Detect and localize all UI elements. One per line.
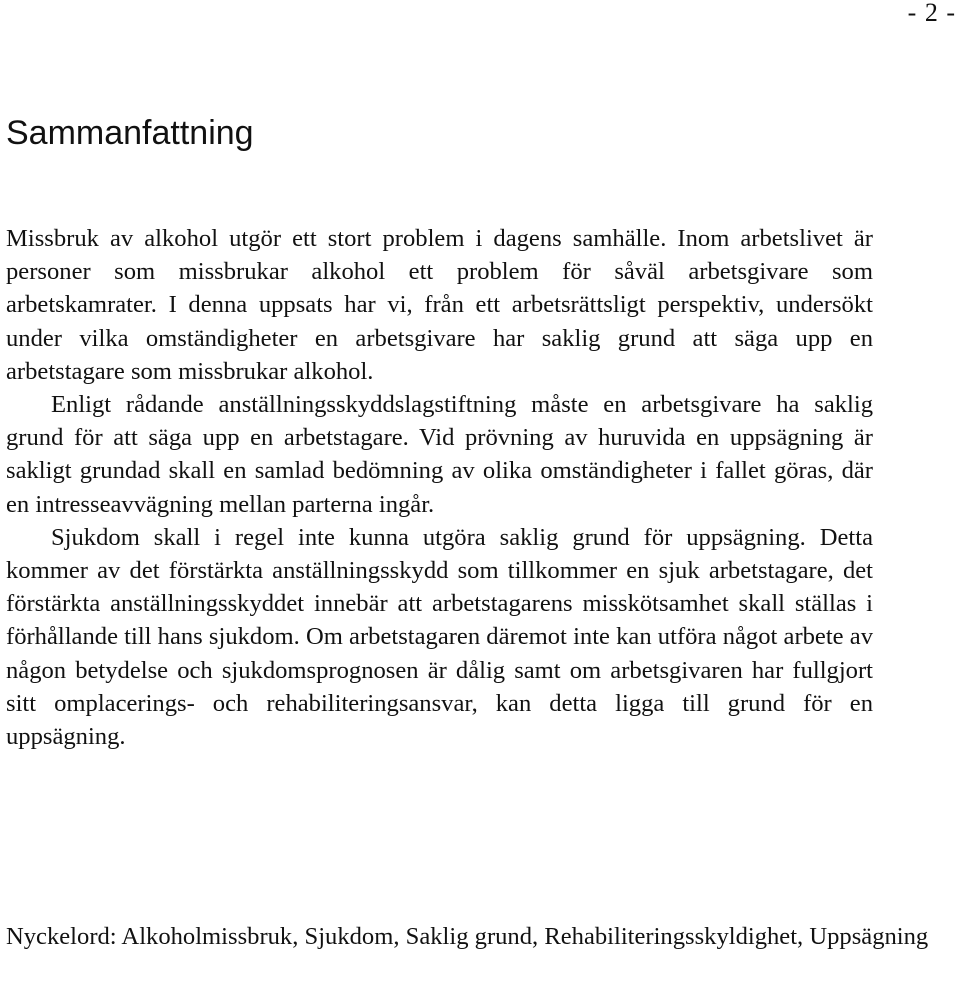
- keywords-line: Nyckelord: Alkoholmissbruk, Sjukdom, Saklig grund, Rehabiliteringsskyldighet, Uppsägning: [6, 923, 929, 950]
- page-title: Sammanfattning: [6, 114, 254, 152]
- paragraph-3: Sjukdom skall i regel inte kunna utgöra saklig grund för uppsägning. Detta kommer av det förstärkta anställningsskydd som tillkommer en sjuk arbetstagare, det förstärkta anställningsskyddet innebär att arbetstagarens misskötsamhet skall ställas i förhållande till hans sjukdom. Om arbetstagaren däremot inte kan utföra något arbete av någon betydelse och sjukdomsprognosen är dålig samt om arbetsgivaren har fullgjort sitt omplacerings- och rehabiliteringsansvar, kan detta ligga till grund för en uppsägning.: [6, 523, 873, 751]
- paragraph-1: Missbruk av alkohol utgör ett stort problem i dagens samhälle. Inom arbetslivet är personer som missbrukar alkohol ett problem för såväl arbetsgivare som arbetskamrater. I denna uppsats har vi, från ett arbetsrättsligt perspektiv, undersökt under vilka omständigheter en arbetsgivare har saklig grund att säga upp en arbetstagare som missbrukar alkohol.: [6, 225, 873, 385]
- page-number: - 2 -: [907, 0, 956, 27]
- paragraph-2: Enligt rådande anställningsskyddslagstiftning måste en arbetsgivare ha saklig grund för att säga upp en arbetstagare. Vid prövning av huruvida en uppsägning är sakligt grundad skall en samlad bedömning av olika omständigheter i fallet göras, där en intresseavvägning mellan parterna ingår.: [6, 391, 873, 518]
- summary-body: [6, 222, 873, 753]
